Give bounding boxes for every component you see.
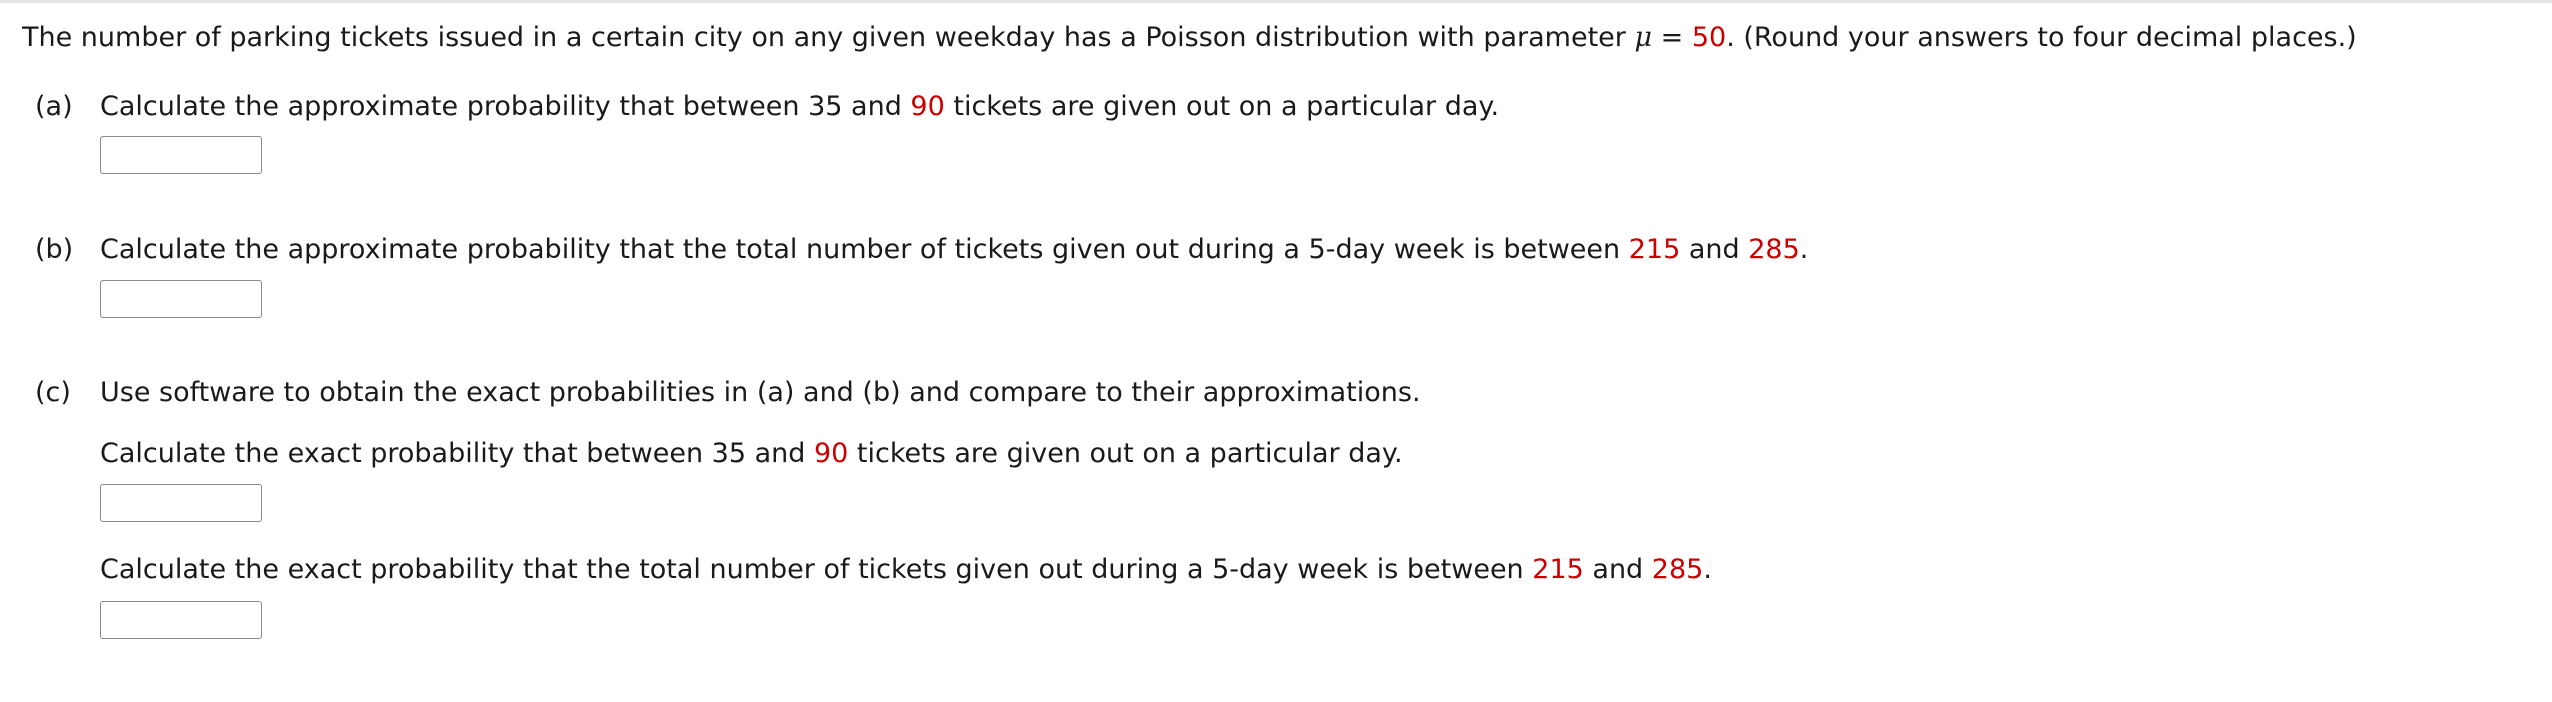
part-c2-period: . (1703, 554, 1712, 585)
part-b-value-low: 215 (1628, 234, 1681, 265)
part-c-instruction: Use software to obtain the exact probabilities in (a) and (b) and compare to their approximations. (100, 377, 1421, 408)
top-divider (0, 0, 2552, 3)
part-c1-text: Calculate the exact probability that between 35 and (100, 438, 814, 469)
part-a-question (100, 90, 1499, 124)
mu-value: 50 (1691, 22, 1727, 53)
part-a-text-end: tickets are given out on a particular day. (944, 91, 1500, 122)
part-a-label: (a) (35, 91, 73, 122)
mu-symbol: μ (1634, 22, 1653, 53)
problem-statement (22, 21, 2357, 55)
part-a-answer-input[interactable] (100, 136, 262, 174)
part-c2-value-low: 215 (1532, 554, 1584, 585)
equals-sign: = (1652, 22, 1692, 53)
rounding-instruction: . (Round your answers to four decimal places.) (1726, 22, 2357, 53)
part-b-answer-input[interactable] (100, 280, 262, 318)
part-a-text: Calculate the approximate probability that between 35 and (100, 91, 911, 122)
part-b-and: and (1680, 234, 1749, 265)
part-c-question-2 (100, 553, 1712, 587)
part-b-label: (b) (35, 234, 74, 265)
part-a-value: 90 (910, 91, 945, 122)
part-b-text: Calculate the approximate probability that the total number of tickets given out during a 5-day week is between (100, 234, 1629, 265)
part-c-question-1 (100, 437, 1403, 471)
part-b-period: . (1799, 234, 1809, 265)
part-c1-value: 90 (813, 438, 849, 469)
part-c1-answer-input[interactable] (100, 484, 262, 522)
intro-text: The number of parking tickets issued in a certain city on any given weekday has a Poisson distribution with parameter (22, 22, 1635, 53)
part-b-question (100, 233, 1808, 267)
part-b-value-high: 285 (1748, 234, 1800, 265)
part-c2-answer-input[interactable] (100, 601, 262, 639)
part-c2-value-high: 285 (1651, 554, 1704, 585)
part-c2-and: and (1583, 554, 1652, 585)
part-c1-text-end: tickets are given out on a particular day. (848, 438, 1403, 469)
part-c2-text: Calculate the exact probability that the total number of tickets given out during a 5-day week is between (100, 554, 1533, 585)
part-c-label: (c) (35, 377, 71, 408)
